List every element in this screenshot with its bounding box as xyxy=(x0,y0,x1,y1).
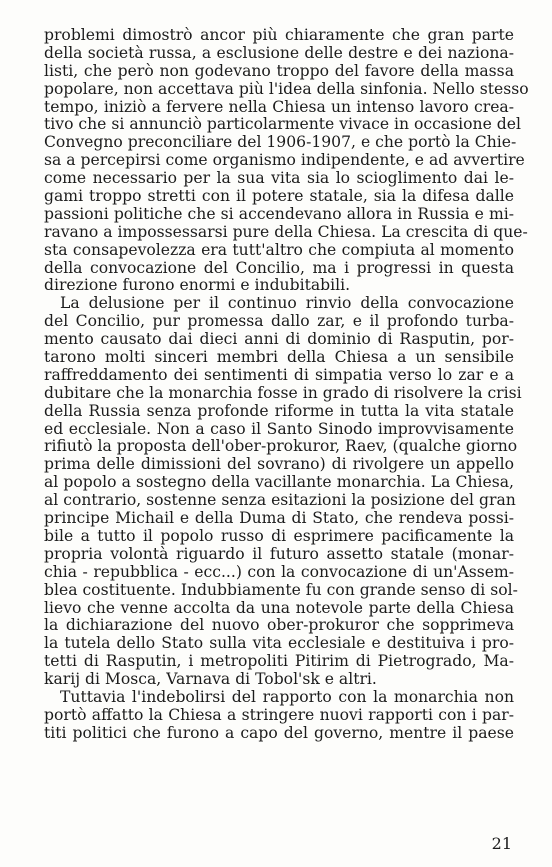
text-line: al contrario, sostenne senza esitazioni la posizione del gran xyxy=(44,491,516,510)
text-line: propria volontà riguardo il futuro assetto statale (monar- xyxy=(44,544,514,563)
text-line: la tutela dello Stato sulla vita ecclesiale e destituiva i pro- xyxy=(44,634,514,653)
text-line: come necessario per la sua vita sia lo scioglimento dai le- xyxy=(44,169,514,188)
text-line: della società russa, a esclusione delle destre e dei naziona- xyxy=(44,43,514,62)
text-line: al popolo a sostegno della vacillante monarchia. La Chiesa, xyxy=(44,473,514,492)
text-line: tempo, iniziò a fervere nella Chiesa un intenso lavoro crea- xyxy=(44,97,514,116)
page-number: 21 xyxy=(491,834,512,853)
text-line: mento causato dai dieci anni di dominio di Rasputin, por- xyxy=(44,330,514,349)
text-line: portò affatto la Chiesa a stringere nuovi rapporti con i par- xyxy=(44,705,514,724)
text-line: dubitare che la monarchia fosse in grado di risolvere la crisi xyxy=(44,383,522,402)
text-line: listi, che però non godevano troppo del favore della massa xyxy=(44,61,514,80)
text-line: Convegno preconciliare del 1906-1907, e che portò la Chie- xyxy=(44,133,517,152)
text-line: della convocazione del Concilio, ma i progressi in questa xyxy=(44,258,514,277)
text-line: raffreddamento dei sentimenti di simpatia verso lo zar e a xyxy=(44,365,514,384)
text-line: direzione furono enormi e indubitabili. xyxy=(44,276,351,295)
text-line: titi politici che furono a capo del governo, mentre il paese xyxy=(44,723,514,742)
text-line: gami troppo stretti con il potere statale, sia la difesa dalle xyxy=(44,187,514,206)
text-line: bile a tutto il popolo russo di esprimere pacificamente la xyxy=(44,526,514,545)
text-line: problemi dimostrò ancor più chiaramente che gran parte xyxy=(44,26,514,44)
text-line: popolare, non accettava più l'idea della sinfonia. Nello stesso xyxy=(44,79,529,98)
text-line: chia - repubblica - ecc...) con la convocazione di un'Assem- xyxy=(44,562,514,581)
text-line: blea costituente. Indubbiamente fu con grande senso di sol- xyxy=(44,580,518,599)
text-line: sa a percepirsi come organismo indipendente, e ad avvertire xyxy=(44,151,525,170)
text-line: principe Michail e della Duma di Stato, che rendeva possi- xyxy=(44,509,514,528)
text-line: sta consapevolezza era tutt'altro che compiuta al momento xyxy=(44,240,514,259)
body-text xyxy=(44,26,529,743)
text-line: ed ecclesiale. Non a caso il Santo Sinodo improvvisamente xyxy=(44,419,514,438)
text-line: del Concilio, pur promessa dallo zar, e il profondo turba- xyxy=(44,312,514,331)
text-line: passioni politiche che si accendevano allora in Russia e mi- xyxy=(44,204,514,223)
text-line: La delusione per il continuo rinvio della convocazione xyxy=(60,294,514,313)
text-line: rifiutò la proposta dell'ober-prokuror, Raev, (qualche giorno xyxy=(44,437,518,456)
text-line: la dichiarazione del nuovo ober-prokuror che sopprimeva xyxy=(44,616,514,635)
text-line: tetti di Rasputin, i metropoliti Pitirim di Pietrogrado, Ma- xyxy=(44,652,514,671)
text-line: Tuttavia l'indebolirsi del rapporto con la monarchia non xyxy=(60,687,514,706)
text-line: della Russia senza profonde riforme in tutta la vita statale xyxy=(44,401,514,420)
text-line: tivo che si annunciò particolarmente vivace in occasione del xyxy=(44,115,521,134)
text-line: tarono molti sinceri membri della Chiesa a un sensibile xyxy=(44,348,514,367)
text-line: lievo che venne accolta da una notevole parte della Chiesa xyxy=(44,598,514,617)
text-line: prima delle dimissioni del sovrano) di rivolgere un appello xyxy=(44,455,514,474)
text-line: karij di Mosca, Varnava di Tobol'sk e altri. xyxy=(44,670,377,689)
text-line: ravano a impossessarsi pure della Chiesa. La crescita di que- xyxy=(44,222,528,241)
